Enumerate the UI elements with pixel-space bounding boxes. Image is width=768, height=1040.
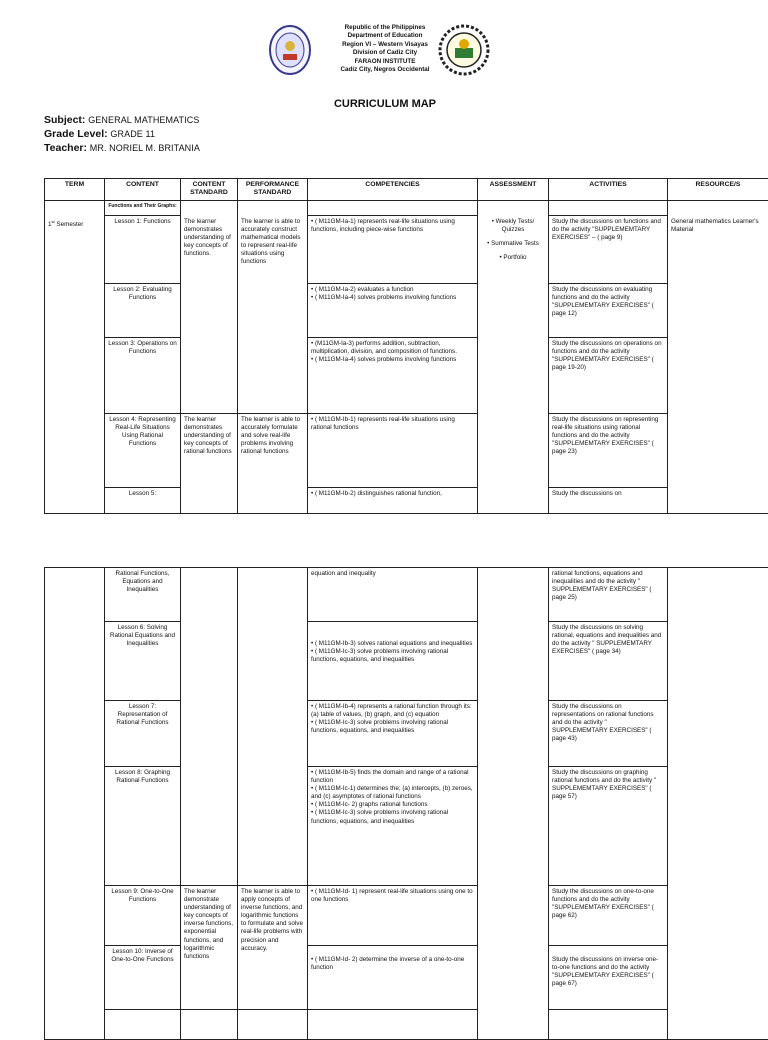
column-header-assessment: ASSESSMENT xyxy=(478,179,549,201)
content-cell: Lesson 8: Graphing Rational Functions xyxy=(105,767,181,886)
teacher-label: Teacher: xyxy=(44,142,87,154)
content-cell: Lesson 2: Evaluating Functions xyxy=(105,284,181,338)
activity-cell: Study the discussions on solving rational, equations and inequalities and do the activity " SUPPLEMEMTARY EXERCISES" ( page 34) xyxy=(549,622,668,701)
competency-cell xyxy=(308,284,478,338)
table-row xyxy=(45,201,768,216)
header-line: Republic of the Philippines xyxy=(290,24,480,32)
term-text: 1st Semester xyxy=(48,221,83,228)
column-header-resources: RESOURCE/S xyxy=(668,179,768,201)
performance-standard-cell: The learner is able to accurately formulate and solve real-life problems involving rational functions xyxy=(238,414,308,488)
column-header-content: CONTENT xyxy=(105,179,181,201)
header-line: Department of Education xyxy=(290,32,480,40)
content-cell: Rational Functions, Equations and Inequalities xyxy=(105,568,181,622)
column-header-activities: ACTIVITIES xyxy=(549,179,668,201)
table-row xyxy=(45,488,768,514)
activity-cell: Study the discussions on operations on functions and do the activity "SUPPLEMEMTARY EXERCISES" ( page 19-20) xyxy=(549,338,668,414)
competency-item: • ( M11GM-Ic-3) solve problems involving rational functions, equations, and inequalities xyxy=(311,719,474,735)
header-line: FARAON INSTITUTE xyxy=(290,58,480,66)
content-cell: Lesson 4: Representing Real-Life Situations Using Rational Functions xyxy=(105,414,181,488)
column-header-performance-standard: PERFORMANCE STANDARD xyxy=(238,179,308,201)
subject-label: Subject: xyxy=(44,114,85,126)
performance-standard-cell: The learner is able to accurately construct mathematical models to represent real-life situations using functions xyxy=(238,216,308,284)
activity-cell: rational functions, equations and inequalities and do the activity " SUPPLEMEMTARY EXERCISES" ( page 25) xyxy=(549,568,668,622)
assessment-item: • Portfolio xyxy=(481,254,545,262)
activity-cell: Study the discussions on evaluating functions and do the activity "SUPPLEMEMTARY EXERCISES" ( page 12) xyxy=(549,284,668,338)
competency-cell xyxy=(308,767,478,886)
competency-cell xyxy=(308,622,478,701)
activity-cell: Study the discussions on graphing rational functions and do the activity " SUPPLEMEMTARY EXERCISES" ( page 57) xyxy=(549,767,668,886)
assessment-cell xyxy=(478,216,549,284)
table-row xyxy=(45,946,768,1010)
competency-item: • ( M11GM-Ic-1) determines the; (a) intercepts, (b) zeroes, and (c) asymptotes of rational functions xyxy=(311,785,474,801)
teacher-value: MR. NORIEL M. BRITANIA xyxy=(90,143,200,153)
page-title: CURRICULUM MAP xyxy=(300,98,470,110)
column-header-content-standard: CONTENT STANDARD xyxy=(181,179,238,201)
content-cell: Lesson 1: Functions xyxy=(105,216,181,284)
curriculum-table-page1 xyxy=(44,178,768,514)
activity-cell: Study the discussions on representing real-life situations using rational functions and do the activity "SUPPLEMEMTARY EXERCISES" ( page 23) xyxy=(549,414,668,488)
grade-label: Grade Level: xyxy=(44,128,108,140)
teacher-line xyxy=(44,142,200,154)
subject-value: GENERAL MATHEMATICS xyxy=(88,115,199,125)
competency-item: • (M11GM-Ia-3) performs addition, subtraction, multiplication, division, and composition of functions. xyxy=(311,340,474,356)
content-cell: Lesson 5: xyxy=(105,488,181,514)
content-standard-cell: The learner demonstrate understanding of key concepts of inverse functions, exponential functions, and logarithmic functions xyxy=(181,886,238,1010)
term-cell xyxy=(45,216,105,284)
content-cell: Lesson 6: Solving Rational Equations and Inequalities xyxy=(105,622,181,701)
competency-item: • ( M11GM-Ib-3) solves rational equations and inequalities xyxy=(311,640,474,648)
table-row xyxy=(45,216,768,284)
competency-item: • ( M11GM-Ib-5) finds the domain and range of a rational function xyxy=(311,769,474,785)
competency-cell xyxy=(308,701,478,767)
competency-cell: • ( M11GM-Id- 2) determine the inverse of a one-to-one function xyxy=(308,946,478,1010)
competency-item: • ( M11GM-Ib-4) represents a rational function through its: (a) table of values, (b) graph, and (c) equation xyxy=(311,703,474,719)
activity-cell: Study the discussions on inverse one-to-one functions and do the activity "SUPPLEMEMTARY EXERCISES" ( page 67) xyxy=(549,946,668,1010)
faraon-institute-seal-logo xyxy=(438,24,490,76)
grade-line xyxy=(44,128,155,140)
header-line: Cadiz City, Negros Occidental xyxy=(290,66,480,74)
competency-item: • ( M11GM-Ia-2) evaluates a function xyxy=(311,286,474,294)
header-line: Division of Cadiz City xyxy=(290,49,480,57)
content-cell: Lesson 9: One-to-One Functions xyxy=(105,886,181,946)
competency-cell: • ( M11GM-Ib-2) distinguishes rational function, xyxy=(308,488,478,514)
content-cell: Lesson 3: Operations on Functions xyxy=(105,338,181,414)
table-row xyxy=(45,414,768,488)
competency-item: • ( M11GM-Ic-3) solve problems involving rational functions, equations, and inequalities xyxy=(311,648,474,664)
assessment-item: • Weekly Tests/ Quizzes xyxy=(481,218,545,234)
resources-cell: General mathematics Learner's Material xyxy=(668,216,768,284)
table-row xyxy=(45,1010,768,1040)
table-row xyxy=(45,701,768,767)
table-row xyxy=(45,284,768,338)
column-header-term: TERM xyxy=(45,179,105,201)
competency-cell: • ( M11GM-Ib-1) represents real-life situations using rational functions xyxy=(308,414,478,488)
competency-cell: • ( M11GM-Id- 1) represent real-life situations using one to one functions xyxy=(308,886,478,946)
activity-cell: Study the discussions on xyxy=(549,488,668,514)
activity-cell: Study the discussions on one-to-one functions and do the activity "SUPPLEMEMTARY EXERCISES" ( page 62) xyxy=(549,886,668,946)
competency-cell: equation and inequality xyxy=(308,568,478,622)
grade-value: GRADE 11 xyxy=(110,129,155,139)
table-row xyxy=(45,767,768,886)
activity-cell: Study the discussions on functions and do the activity "SUPPLEMEMTARY EXERCISES" – ( page 9) xyxy=(549,216,668,284)
performance-standard-cell: The learner is able to apply concepts of inverse functions, and logarithmic functions to formulate and solve real-life problems with precision and accuracy. xyxy=(238,886,308,1010)
subject-line xyxy=(44,114,199,126)
table-row xyxy=(45,886,768,946)
column-header-competencies: COMPETENCIES xyxy=(308,179,478,201)
content-standard-cell: The learner demonstrates understanding of key concepts of functions. xyxy=(181,216,238,284)
content-cell: Lesson 7: Representation of Rational Functions xyxy=(105,701,181,767)
competency-item: • ( M11GM-Ic- 2) graphs rational functions xyxy=(311,801,474,809)
curriculum-table-page2 xyxy=(44,567,768,1040)
competency-cell: • ( M11GM-Ia-1) represents real-life situations using functions, including piece-wise functions xyxy=(308,216,478,284)
topic-cell: Functions and Their Graphs: xyxy=(105,201,181,216)
content-standard-cell: The learner demonstrates understanding of key concepts of rational functions xyxy=(181,414,238,488)
table-header-row xyxy=(45,179,768,201)
competency-item: • ( M11GM-Ic-3) solve problems involving rational functions, equations, and inequalities xyxy=(311,809,474,825)
competency-item: • ( M11GM-Ia-4) solves problems involving functions xyxy=(311,294,474,302)
competency-cell xyxy=(308,338,478,414)
table-row xyxy=(45,338,768,414)
table-row xyxy=(45,568,768,622)
assessment-item: • Summative Tests xyxy=(481,240,545,248)
competency-item: • ( M11GM-Ia-4) solves problems involving functions xyxy=(311,356,474,364)
header-line: Region VI – Western Visayas xyxy=(290,41,480,49)
activity-cell: Study the discussions on representations on rational functions and do the activity " SUPPLEMEMTARY EXERCISES" ( page 43) xyxy=(549,701,668,767)
table-row xyxy=(45,622,768,701)
content-cell: Lesson 10: Inverse of One-to-One Functions xyxy=(105,946,181,1010)
